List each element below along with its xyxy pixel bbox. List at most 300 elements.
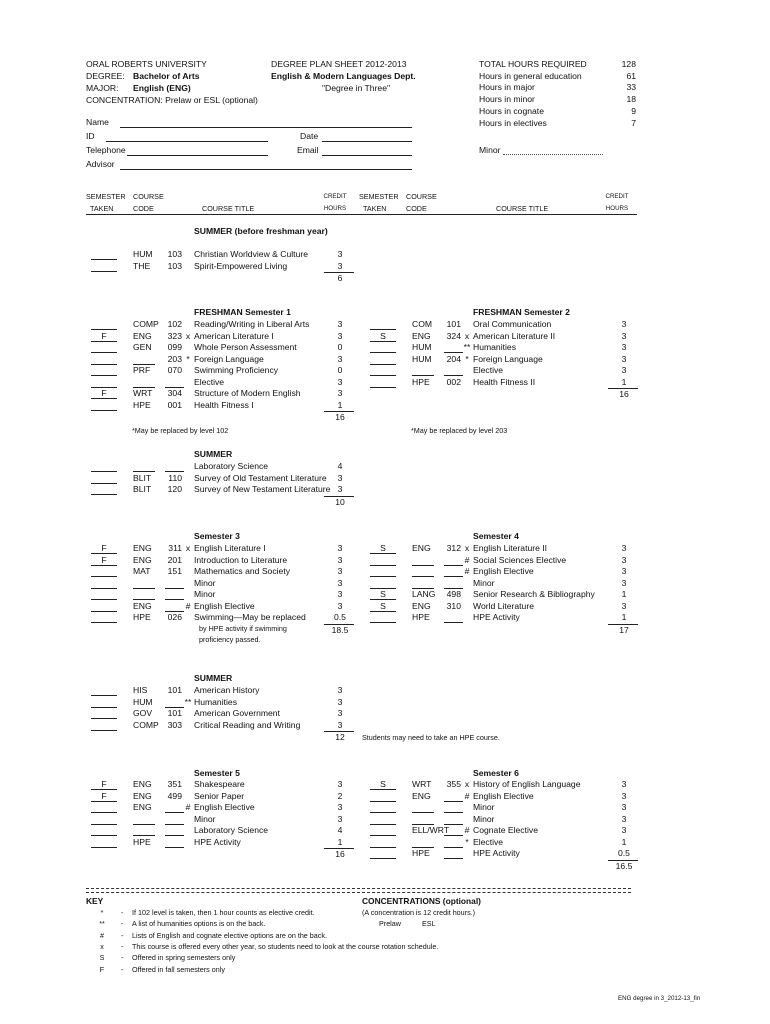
taken-field[interactable] bbox=[91, 410, 117, 411]
taken-field[interactable] bbox=[91, 329, 117, 330]
course-marker: * bbox=[465, 836, 469, 847]
credit-total: 16 bbox=[335, 412, 345, 423]
taken-field[interactable] bbox=[91, 364, 117, 365]
course-title: English Elective bbox=[473, 566, 534, 577]
dept-blank[interactable] bbox=[412, 576, 434, 577]
course-title: Minor bbox=[473, 577, 495, 588]
course-number: 101 bbox=[167, 708, 182, 719]
taken-field[interactable] bbox=[91, 341, 117, 342]
taken-field[interactable] bbox=[91, 494, 117, 495]
credit-hours: 3 bbox=[621, 813, 627, 824]
course-dept: HUM bbox=[133, 249, 153, 259]
credit-hours: 3 bbox=[621, 825, 627, 836]
header-semester: SEMESTER bbox=[359, 192, 399, 201]
credit-total: 18.5 bbox=[331, 624, 349, 635]
hours-label: Hours in major bbox=[479, 82, 535, 93]
course-number: 101 bbox=[167, 685, 182, 695]
course-dept: PRF bbox=[133, 365, 151, 376]
header-code: CODE bbox=[133, 204, 154, 213]
course-dept: GEN bbox=[133, 342, 152, 353]
taken-field[interactable] bbox=[370, 329, 396, 330]
taken-field[interactable] bbox=[91, 398, 117, 399]
number-blank[interactable] bbox=[165, 599, 184, 600]
credit-hours: 3 bbox=[621, 802, 627, 813]
credit-hours: 3 bbox=[337, 554, 343, 565]
section-note: *May be replaced by level 203 bbox=[411, 426, 508, 435]
course-title: HPE Activity bbox=[194, 836, 241, 847]
credit-hours: 2 bbox=[337, 790, 343, 801]
key-dash: - bbox=[121, 941, 124, 951]
key-symbol: S bbox=[99, 953, 105, 963]
course-number: 204 bbox=[446, 353, 461, 364]
course-number: 103 bbox=[167, 260, 182, 271]
header-code: CODE bbox=[406, 204, 427, 213]
department: English & Modern Languages Dept. bbox=[271, 71, 416, 81]
taken-field[interactable] bbox=[91, 707, 117, 708]
header-course-title: COURSE TITLE bbox=[202, 204, 255, 213]
taken-field[interactable] bbox=[370, 553, 396, 554]
hours-label: Hours in cognate bbox=[479, 105, 544, 116]
course-marker: x bbox=[464, 543, 470, 553]
minor-label: Minor bbox=[479, 145, 501, 155]
course-marker: ** bbox=[184, 696, 192, 707]
course-title: Whole Person Assessment bbox=[194, 342, 297, 353]
taken-field[interactable] bbox=[370, 835, 396, 836]
course-title: Oral Communication bbox=[473, 319, 552, 329]
number-blank[interactable] bbox=[165, 812, 184, 813]
course-marker: ** bbox=[463, 342, 471, 353]
taken-field[interactable] bbox=[91, 801, 117, 802]
hours-label: Hours in general education bbox=[479, 70, 582, 81]
key-text: Offered in fall semesters only bbox=[132, 964, 225, 974]
course-dept: ENG bbox=[133, 554, 152, 565]
course-title: Cognate Elective bbox=[473, 825, 538, 836]
credit-hours: 3 bbox=[337, 472, 343, 483]
course-number: 001 bbox=[167, 399, 182, 410]
taken-field[interactable] bbox=[370, 565, 396, 566]
course-title: Introduction to Literature bbox=[194, 554, 288, 565]
taken-field[interactable] bbox=[370, 576, 396, 577]
header-credit: CREDIT bbox=[323, 193, 347, 200]
header-hours: HOURS bbox=[323, 205, 347, 212]
key-symbol: F bbox=[99, 964, 105, 974]
credit-total: 10 bbox=[335, 496, 345, 507]
hours-value: 128 bbox=[621, 59, 636, 69]
credit-hours: 0 bbox=[337, 365, 343, 376]
key-symbol: x bbox=[100, 941, 104, 951]
credit-hours: 3 bbox=[621, 790, 627, 801]
course-dept: COMP bbox=[133, 319, 159, 329]
credit-hours: 3 bbox=[337, 813, 343, 824]
taken-field[interactable] bbox=[91, 576, 117, 577]
course-marker: x bbox=[464, 330, 470, 341]
advisor-input[interactable] bbox=[120, 169, 412, 170]
concentration-line: CONCENTRATION: Prelaw or ESL (optional) bbox=[86, 95, 258, 105]
credit-total: 16.5 bbox=[615, 860, 633, 871]
credit-total: 17 bbox=[619, 624, 629, 635]
taken-field[interactable] bbox=[91, 695, 117, 696]
course-marker: x bbox=[464, 779, 470, 789]
number-blank[interactable] bbox=[165, 471, 184, 472]
hours-value: 18 bbox=[626, 94, 636, 105]
hours-value: 33 bbox=[626, 82, 636, 93]
credit-hours: 3 bbox=[621, 566, 627, 577]
number-blank[interactable] bbox=[165, 835, 184, 836]
taken-field[interactable] bbox=[91, 835, 117, 836]
credit-hours: 3 bbox=[337, 589, 343, 600]
course-dept: HIS bbox=[133, 685, 148, 695]
credit-hours: 3 bbox=[337, 376, 343, 387]
email-input[interactable] bbox=[322, 155, 412, 156]
course-number: 355 bbox=[446, 779, 461, 789]
separator-rule bbox=[86, 888, 631, 893]
header-course: COURSE bbox=[406, 192, 437, 201]
course-dept: HUM bbox=[412, 353, 432, 364]
course-dept: HPE bbox=[133, 612, 151, 623]
credit-hours: 3 bbox=[337, 260, 343, 271]
number-blank[interactable] bbox=[444, 835, 463, 836]
course-number: 203 bbox=[167, 353, 182, 364]
course-title: Laboratory Science bbox=[194, 825, 269, 836]
course-title: Critical Reading and Writing bbox=[194, 719, 301, 730]
course-dept: BLIT bbox=[133, 484, 152, 495]
taken-field[interactable] bbox=[91, 812, 117, 813]
taken-field[interactable] bbox=[91, 611, 117, 612]
number-blank[interactable] bbox=[444, 801, 463, 802]
section-note: Students may need to take an HPE course. bbox=[362, 733, 500, 742]
taken-field[interactable] bbox=[91, 259, 117, 260]
taken-field[interactable] bbox=[370, 611, 396, 612]
course-marker: # bbox=[185, 802, 191, 813]
course-dept: HPE bbox=[412, 848, 430, 859]
credit-hours: 3 bbox=[621, 330, 627, 341]
taken-field[interactable] bbox=[91, 483, 117, 484]
course-title: Minor bbox=[194, 577, 216, 588]
advisor-label: Advisor bbox=[86, 159, 115, 169]
course-title: American Literature I bbox=[194, 330, 274, 341]
course-number: 324 bbox=[446, 330, 461, 341]
concentrations-title: CONCENTRATIONS (optional) bbox=[362, 896, 481, 906]
course-marker: # bbox=[464, 790, 470, 801]
course-marker: x bbox=[185, 543, 191, 553]
taken-field[interactable] bbox=[370, 824, 396, 825]
course-number: 201 bbox=[167, 554, 182, 565]
taken-field[interactable] bbox=[91, 824, 117, 825]
key-text: If 102 level is taken, then 1 hour counts as elective credit. bbox=[132, 908, 315, 917]
course-dept: ENG bbox=[133, 600, 152, 611]
dept-blank[interactable] bbox=[133, 471, 155, 472]
credit-hours: 3 bbox=[337, 696, 343, 707]
course-number: 304 bbox=[167, 388, 182, 399]
header-semester: SEMESTER bbox=[86, 192, 126, 201]
section-title: Semester 4 bbox=[473, 531, 519, 541]
course-marker: * bbox=[465, 353, 469, 364]
section-note: *May be replaced by level 102 bbox=[132, 426, 229, 435]
credit-total: 16 bbox=[619, 389, 629, 400]
course-title: Senior Paper bbox=[194, 790, 245, 801]
date-input[interactable] bbox=[322, 141, 412, 142]
course-marker: x bbox=[185, 330, 191, 341]
term-offered: F bbox=[101, 388, 107, 399]
taken-field[interactable] bbox=[370, 352, 396, 353]
name-label: Name bbox=[86, 117, 109, 127]
degree-label: DEGREE: bbox=[86, 71, 125, 81]
course-title: Minor bbox=[473, 802, 495, 813]
course-marker: * bbox=[186, 353, 190, 364]
hours-value: 61 bbox=[626, 70, 636, 81]
section-title: SUMMER bbox=[194, 673, 233, 683]
credit-hours: 4 bbox=[337, 461, 343, 471]
credit-hours: 3 bbox=[337, 577, 343, 588]
concentration-esl: ESL bbox=[422, 919, 436, 928]
course-number: 103 bbox=[167, 249, 182, 259]
taken-field[interactable] bbox=[370, 789, 396, 790]
course-dept: WRT bbox=[412, 779, 432, 789]
credit-hours: 3 bbox=[337, 566, 343, 577]
section-title: Semester 5 bbox=[194, 768, 240, 778]
course-number: 070 bbox=[167, 365, 182, 376]
credit-hours: 3 bbox=[337, 330, 343, 341]
number-blank[interactable] bbox=[444, 576, 463, 577]
taken-field[interactable] bbox=[370, 858, 396, 859]
course-number: 120 bbox=[167, 484, 182, 495]
number-blank[interactable] bbox=[165, 824, 184, 825]
credit-hours: 0.5 bbox=[334, 612, 346, 623]
taken-field[interactable] bbox=[370, 387, 396, 388]
course-title: Structure of Modern English bbox=[194, 388, 301, 399]
header-course-title: COURSE TITLE bbox=[496, 204, 549, 213]
course-title: Senior Research & Bibliography bbox=[473, 589, 595, 600]
key-title: KEY bbox=[86, 896, 104, 906]
course-number: 151 bbox=[167, 566, 182, 577]
dept-blank[interactable] bbox=[133, 588, 155, 589]
course-number: 310 bbox=[446, 600, 461, 611]
course-marker: # bbox=[464, 554, 470, 565]
course-title: HPE Activity bbox=[473, 612, 520, 623]
credit-hours: 1 bbox=[621, 376, 627, 387]
course-number: 303 bbox=[167, 719, 182, 730]
course-title: World Literature bbox=[473, 600, 534, 611]
taken-field[interactable] bbox=[91, 847, 117, 848]
section-title: FRESHMAN Semester 1 bbox=[194, 307, 291, 317]
course-number: 312 bbox=[446, 543, 461, 553]
key-dash: - bbox=[121, 964, 124, 974]
number-blank[interactable] bbox=[165, 588, 184, 589]
course-title: Minor bbox=[194, 589, 216, 600]
course-title: Reading/Writing in Liberal Arts bbox=[194, 319, 310, 329]
course-title: English Elective bbox=[194, 600, 255, 611]
credit-hours: 3 bbox=[337, 600, 343, 611]
taken-field[interactable] bbox=[370, 622, 396, 623]
course-title: English Elective bbox=[473, 790, 534, 801]
taken-field[interactable] bbox=[91, 789, 117, 790]
taken-field[interactable] bbox=[91, 471, 117, 472]
course-dept: HPE bbox=[412, 612, 430, 623]
taken-field[interactable] bbox=[91, 718, 117, 719]
key-text: Lists of English and cognate elective options are on the back. bbox=[132, 930, 327, 940]
credit-hours: 3 bbox=[337, 543, 343, 553]
taken-field[interactable] bbox=[370, 341, 396, 342]
course-dept: ENG bbox=[412, 600, 431, 611]
course-marker: # bbox=[464, 825, 470, 836]
course-number: 498 bbox=[446, 589, 461, 600]
course-title: Mathematics and Society bbox=[194, 566, 291, 577]
course-number: 110 bbox=[168, 472, 182, 483]
course-dept: HPE bbox=[133, 399, 151, 410]
course-title: English Elective bbox=[194, 802, 255, 813]
taken-field[interactable] bbox=[91, 271, 117, 272]
course-dept: HPE bbox=[412, 376, 430, 387]
credit-hours: 3 bbox=[337, 719, 343, 730]
course-number: 102 bbox=[167, 319, 182, 329]
course-dept: THE bbox=[133, 260, 151, 271]
taken-field[interactable] bbox=[91, 565, 117, 566]
taken-field[interactable] bbox=[91, 622, 117, 623]
credit-hours: 3 bbox=[337, 802, 343, 813]
credit-hours: 3 bbox=[621, 543, 627, 553]
taken-field[interactable] bbox=[91, 730, 117, 731]
header-credit: CREDIT bbox=[605, 193, 629, 200]
term-offered: S bbox=[380, 779, 386, 789]
hours-label: Hours in minor bbox=[479, 94, 535, 105]
course-dept: MAT bbox=[133, 566, 151, 577]
key-dash: - bbox=[121, 953, 124, 963]
header-taken: TAKEN bbox=[363, 204, 387, 213]
taken-field[interactable] bbox=[370, 847, 396, 848]
course-title: American Literature II bbox=[473, 330, 556, 341]
term-offered: F bbox=[101, 543, 107, 553]
credit-hours: 3 bbox=[621, 353, 627, 364]
number-blank[interactable] bbox=[444, 352, 463, 353]
course-title: American History bbox=[194, 685, 260, 695]
hours-value: 7 bbox=[631, 117, 636, 128]
number-blank[interactable] bbox=[444, 858, 463, 859]
dept-blank[interactable] bbox=[412, 565, 434, 566]
course-dept: ENG bbox=[412, 790, 431, 801]
hours-label: Hours in electives bbox=[479, 117, 547, 128]
course-title: Swimming Proficiency bbox=[194, 365, 279, 376]
course-title: Health Fitness I bbox=[194, 399, 254, 410]
key-dash: - bbox=[121, 930, 124, 940]
term-offered: S bbox=[380, 330, 386, 341]
credit-total: 12 bbox=[335, 732, 345, 743]
number-blank[interactable] bbox=[444, 622, 463, 623]
course-dept: ENG bbox=[133, 802, 152, 813]
course-dept: HUM bbox=[412, 342, 432, 353]
course-dept: COMP bbox=[133, 719, 159, 730]
taken-field[interactable] bbox=[370, 364, 396, 365]
course-dept: HPE bbox=[133, 836, 151, 847]
key-dash: - bbox=[121, 908, 124, 917]
header-course: COURSE bbox=[133, 192, 164, 201]
taken-field[interactable] bbox=[91, 588, 117, 589]
number-blank[interactable] bbox=[444, 565, 463, 566]
taken-field[interactable] bbox=[91, 375, 117, 376]
taken-field[interactable] bbox=[91, 553, 117, 554]
course-title: Elective bbox=[473, 365, 504, 376]
credit-hours: 3 bbox=[337, 484, 343, 495]
course-title: Elective bbox=[473, 836, 504, 847]
key-symbol: # bbox=[100, 930, 104, 940]
section-title: Semester 3 bbox=[194, 531, 240, 541]
course-title: Foreign Language bbox=[473, 353, 543, 364]
credit-hours: 3 bbox=[337, 779, 343, 789]
key-symbol: ** bbox=[99, 919, 105, 929]
number-blank[interactable] bbox=[444, 847, 463, 848]
course-marker: # bbox=[185, 600, 191, 611]
credit-hours: 0 bbox=[337, 342, 343, 353]
course-note: by HPE activity if swimming bbox=[199, 623, 287, 633]
course-dept: ENG bbox=[412, 543, 431, 553]
concentrations-note: (A concentration is 12 credit hours.) bbox=[362, 908, 476, 917]
telephone-label: Telephone bbox=[86, 145, 126, 155]
course-title: Social Sciences Elective bbox=[473, 554, 567, 565]
credit-hours: 3 bbox=[337, 249, 343, 259]
taken-field[interactable] bbox=[370, 801, 396, 802]
course-title: American Government bbox=[194, 708, 280, 719]
key-text: Offered in spring semesters only bbox=[132, 953, 236, 963]
number-blank[interactable] bbox=[444, 812, 463, 813]
credit-hours: 1 bbox=[621, 589, 627, 600]
credit-hours: 1 bbox=[621, 836, 627, 847]
credit-hours: 3 bbox=[337, 685, 343, 695]
credit-hours: 0.5 bbox=[618, 848, 630, 859]
taken-field[interactable] bbox=[91, 352, 117, 353]
name-input[interactable] bbox=[120, 127, 412, 128]
major-value: English (ENG) bbox=[133, 83, 191, 93]
credit-hours: 1 bbox=[337, 836, 343, 847]
course-title: English Literature II bbox=[473, 543, 548, 553]
course-title: Survey of New Testament Literature bbox=[194, 484, 331, 495]
dept-blank[interactable] bbox=[133, 824, 155, 825]
course-dept: ENG bbox=[133, 779, 152, 789]
date-label: Date bbox=[300, 131, 319, 141]
credit-hours: 3 bbox=[337, 353, 343, 364]
course-number: 099 bbox=[167, 342, 182, 353]
taken-field[interactable] bbox=[91, 599, 117, 600]
course-title: Swimming—May be replaced bbox=[194, 612, 306, 623]
course-title: Minor bbox=[473, 813, 495, 824]
term-offered: S bbox=[380, 600, 386, 611]
taken-field[interactable] bbox=[370, 375, 396, 376]
footer-filename: ENG degree in 3_2012-13_fin bbox=[618, 995, 701, 1002]
minor-input[interactable] bbox=[503, 154, 603, 155]
credit-hours: 3 bbox=[337, 708, 343, 719]
course-dept: ENG bbox=[412, 330, 431, 341]
header-rule bbox=[86, 214, 637, 215]
number-blank[interactable] bbox=[165, 847, 184, 848]
course-number: 101 bbox=[446, 319, 461, 329]
degree-value: Bachelor of Arts bbox=[133, 71, 200, 81]
section-title: SUMMER (before freshman year) bbox=[194, 226, 328, 236]
taken-field[interactable] bbox=[370, 812, 396, 813]
credit-hours: 3 bbox=[337, 388, 343, 399]
header-taken: TAKEN bbox=[90, 204, 114, 213]
credit-hours: 3 bbox=[621, 600, 627, 611]
course-marker: # bbox=[464, 566, 470, 577]
telephone-input[interactable] bbox=[127, 155, 268, 156]
term-offered: F bbox=[101, 790, 107, 801]
credit-hours: 3 bbox=[621, 554, 627, 565]
term-offered: F bbox=[101, 330, 107, 341]
credit-hours: 3 bbox=[621, 577, 627, 588]
course-title: Christian Worldview & Culture bbox=[194, 249, 308, 259]
credit-hours: 3 bbox=[621, 342, 627, 353]
university-name: ORAL ROBERTS UNIVERSITY bbox=[86, 59, 207, 69]
key-text: This course is offered every other year, so students need to look at the course rotation schedule. bbox=[132, 941, 439, 951]
id-input[interactable] bbox=[106, 141, 268, 142]
dept-blank[interactable] bbox=[412, 812, 434, 813]
